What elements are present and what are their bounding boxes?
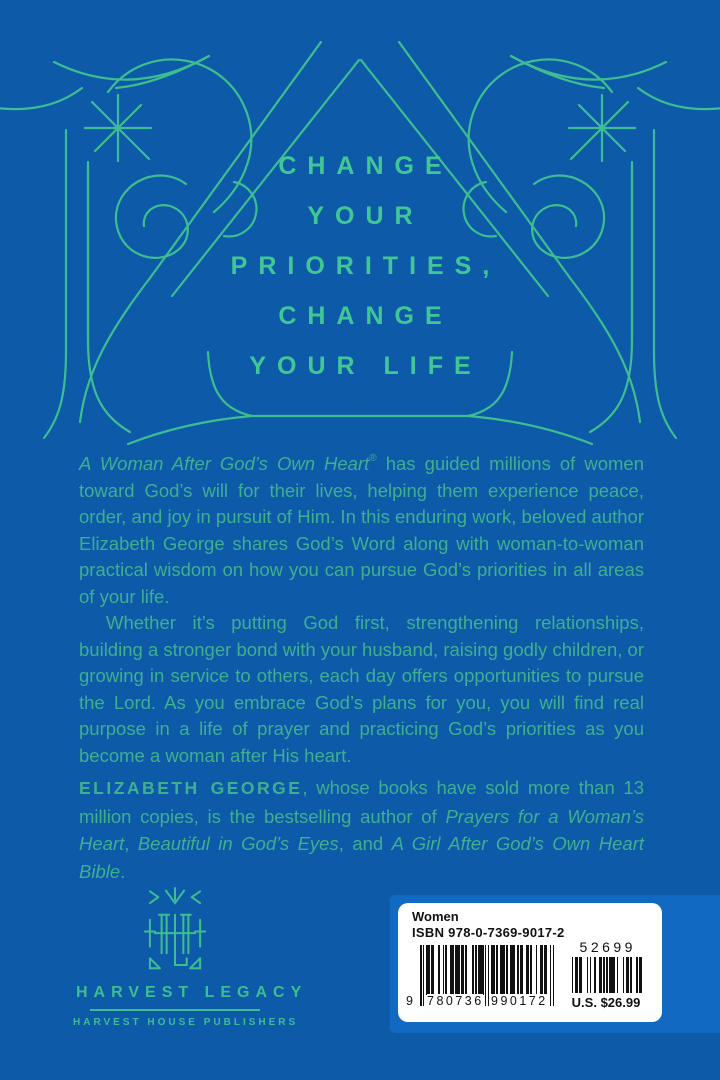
publisher-name: HARVEST HOUSE PUBLISHERS <box>73 1017 299 1028</box>
description-paragraph-2: Whether it’s putting God first, strengthening relationships, building a stronger bond with your husband, raising godly children, or growing in service to others, each day offers opportunities to pursue the Lord. As you embrace God’s plans for you, you will find real purpose in a life of prayer and practicing God’s priorities as you become a woman after His heart. <box>79 612 644 766</box>
ean-right-digits: 990172 <box>491 994 548 1008</box>
tagline <box>0 141 720 391</box>
price-add-on-barcode-icon <box>570 957 642 993</box>
publisher-logo <box>70 883 308 1028</box>
tagline-line: CHANGE <box>278 302 453 330</box>
tagline-line: YOUR LIFE <box>249 352 482 380</box>
imprint-name: HARVEST LEGACY <box>76 984 308 1001</box>
barcode-panel <box>390 895 720 1033</box>
description-paragraph-1: A Woman After God’s Own Heart® has guided millions of women toward God’s will for their lives, helping them experience peace, order, and joy in pursuit of Him. In this enduring work, beloved author Elizabeth George shares God’s Word along with woman-to-woman practical wisdom on how you can pursue God’s priorities in all areas of your life. <box>79 452 645 607</box>
author-bio: ELIZABETH GEORGE, whose books have sold more than 13 million copies, is the bestselling author of Prayers for a Woman’s Heart, Beautiful in God’s Eyes, and A Girl After God’s Own Heart Bible. <box>79 777 645 882</box>
logo-divider <box>90 1009 260 1011</box>
tagline-line: YOUR <box>307 202 424 230</box>
price-label: U.S. $26.99 <box>571 995 641 1010</box>
isbn-label: ISBN 978-0-7369-9017-2 <box>412 925 565 940</box>
tagline-line: CHANGE <box>278 152 453 180</box>
harvest-legacy-monogram-icon <box>127 883 223 975</box>
tagline-line: PRIORITIES, <box>230 252 501 280</box>
book-description <box>79 451 644 769</box>
category-label: Women <box>412 909 459 924</box>
price-add-on-code: 52699 <box>579 939 636 955</box>
ean-left-digits: 780736 <box>427 994 484 1008</box>
barcode-label <box>398 903 662 1022</box>
ean-prefix-digit: 9 <box>406 994 416 1008</box>
